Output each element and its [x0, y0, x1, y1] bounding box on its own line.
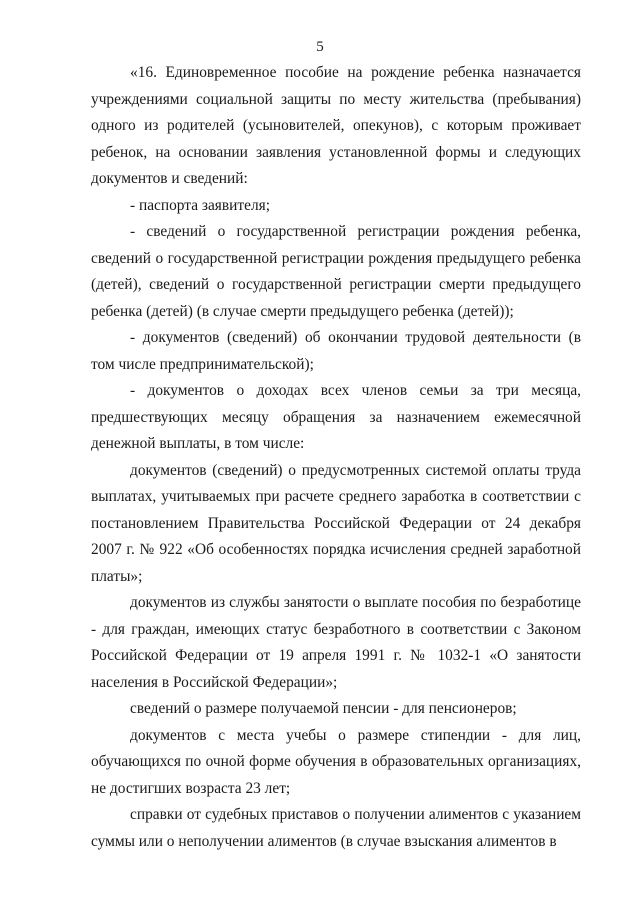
paragraph-family-income: - документов о доходах всех членов семьи за три месяца, предшествующих месяцу обращения за назначением ежемесячной денежной выплаты, в том числе:	[91, 382, 581, 452]
page-number: 5	[316, 39, 324, 55]
paragraph-employment-end: - документов (сведений) об окончании трудовой деятельности (в том числе предпринимательской);	[91, 329, 581, 373]
paragraph-passport: - паспорта заявителя;	[130, 196, 270, 214]
paragraph-benefit-assignment: «16. Единовременное пособие на рождение ребенка назначается учреждениями социальной защиты по месту жительства (пребывания) одного из родителей (усыновителей, опекунов), с которым проживает ребенок, на основании заявления установленной формы и следующих документов и сведений:	[91, 64, 581, 187]
paragraph-stipend: документов с места учебы о размере стипендии - для лиц, обучающихся по очной форме обучения в образовательных организациях, не достигших возраста 23 лет;	[91, 726, 581, 797]
paragraph-alimony: справки от судебных приставов о получении алиментов с указанием суммы или о неполучении алиментов (в случае взыскания алиментов в	[91, 806, 581, 850]
paragraph-unemployment-benefit: документов из службы занятости о выплате пособия по безработице - для граждан, имеющих статус безработного в соответствии с Законом Российской Федерации от 19 апреля 1991 г. № 1032-1 «О занятости населения в Российской Федерации»;	[91, 594, 581, 691]
paragraph-salary-documents: документов (сведений) о предусмотренных системой оплаты труда выплатах, учитываемых при расчете среднего заработка в соответствии с постановлением Правительства Российской Федерации от 24 декабря 2007 г. № 922 «Об особенностях порядка исчисления средней заработной платы»;	[91, 461, 581, 585]
document-body	[91, 60, 581, 855]
paragraph-pension: сведений о размере получаемой пенсии - для пенсионеров;	[130, 700, 517, 717]
paragraph-birth-registration: - сведений о государственной регистрации рождения ребенка, сведений о государственной регистрации рождения предыдущего ребенка (детей), сведений о государственной регистрации смерти предыдущего ребенка (детей) (в случае смерти предыдущего ребенка (детей));	[91, 223, 581, 320]
